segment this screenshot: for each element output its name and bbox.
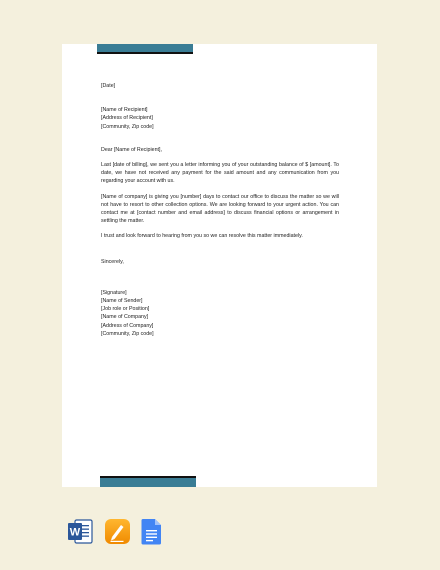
pages-icon[interactable] [104,518,131,545]
recipient-name: [Name of Recipient] [101,107,148,114]
document-page [62,44,377,487]
sender-company-name: [Name of Company] [101,314,149,321]
svg-text:W: W [69,526,81,539]
paragraph-1: Last [date of billing], we sent you a letter informing you of your outstanding balance of $ [amount]. To date, we have not received any payment for the said amount and any communication from you regarding your account with us. [101,162,339,185]
paragraph-2: [Name of company] is giving you [number] days to contact our office to discuss the matter so we will not have to resort to other collection options. We are looking forward to your urgent action. You can contact me at [contact number and email address] to discuss financial options or arrangement in settling the matter. [101,193,339,225]
closing: Sincerely, [101,258,124,265]
recipient-community: [Community, Zip code] [101,123,154,130]
sender-company-address: [Address of Company] [101,322,154,329]
salutation: Dear [Name of Recipient], [101,146,162,153]
google-docs-icon[interactable] [138,518,165,545]
paragraph-3: I trust and look forward to hearing from you so we can resolve this matter immediately. [101,233,303,240]
recipient-address: [Address of Recipient] [101,115,153,122]
sender-job-role: [Job role or Position] [101,306,150,313]
signature-line: [Signature] [101,289,127,296]
footer-accent-bar [100,476,196,487]
header-accent-bar [97,44,193,54]
sender-community: [Community, Zip code] [101,330,154,337]
letter-body [101,82,339,338]
date-line: [Date] [101,83,116,89]
sender-name: [Name of Sender] [101,298,143,305]
word-icon[interactable] [67,518,94,545]
